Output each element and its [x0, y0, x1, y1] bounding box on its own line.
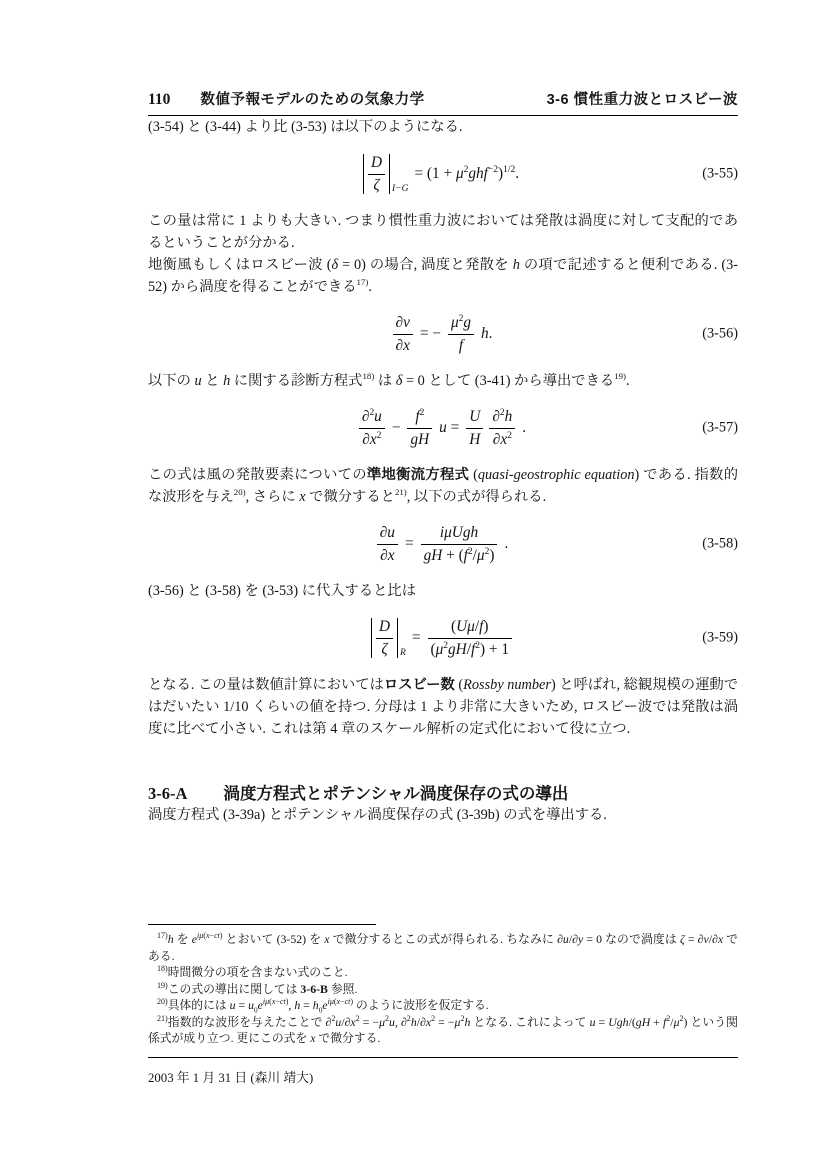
fraction-dv-dx: $\frac{\partial v}{\partial x}$ — [393, 314, 413, 354]
equation-3-58 — [148, 521, 738, 567]
equation-equals: = − — [419, 325, 441, 342]
fraction-f2-gH: $\frac{f^2}{gH}$ — [407, 408, 432, 448]
footer-date-author: 2003 年 1 月 31 日 (森川 靖大) — [148, 1071, 314, 1085]
equation-equals: = — [411, 629, 421, 646]
fraction-D-zeta: $\frac{D}{\zeta}$ — [368, 154, 385, 194]
abs-ratio-lhs — [371, 616, 408, 660]
equation-tag: (3-57) — [702, 419, 738, 436]
section-heading-3-6-A — [148, 780, 738, 804]
footnote-21: $^{21)}$指数的な波形を与えたことで $\partial^2u/\partial x^2 = -\mu^2u$, $\partial^2h/\partial x^2 = -\mu^2h$ となる. これによって $u = Ugh/(gH + f^2/\mu^2)$ という関係式が成り立つ. 更にこの式を x で微分する. — [148, 1013, 738, 1045]
page-number: 110 — [148, 91, 171, 108]
equation-3-57 — [148, 405, 738, 451]
fraction-U-H: $\frac{U}{H}$ — [466, 408, 483, 448]
footnote-19: $^{19)}$この式の導出に関しては 3-6-B 参照. — [157, 980, 358, 996]
running-header — [148, 88, 738, 116]
fraction-imuUgh: $\frac{\text{iμUgh}}{gH + (f^2/\mu^2)}$ — [421, 524, 498, 564]
equation-trail: h. — [481, 325, 493, 342]
equation-trail: . — [522, 419, 527, 436]
equation-3-55 — [148, 151, 738, 197]
book-title: 数値予報モデルのための気象力学 — [200, 92, 425, 108]
paragraph-quasi-geostrophic: この式は風の発散要素についての準地衡流方程式 (quasi-geostrophic equation) である. 指数的な波形を与え$^{20)}$, さらに x で微分すると$^{21)}$, 以下の式が得られる. — [148, 467, 738, 505]
abs-subscript: I−G — [392, 184, 409, 195]
fraction-rossby: $\frac{(U\mu/f)}{(\mu^2gH/f^2) + 1}$ — [428, 618, 513, 658]
abs-bar-right — [397, 618, 398, 658]
footnotes-block — [148, 924, 738, 1047]
section-title: 渦度方程式とポテンシャル渦度保存の式の導出 — [223, 785, 569, 803]
fraction-du-dx: $\frac{\partial u}{\partial x}$ — [377, 524, 398, 564]
footnote-18: $^{18)}$時間微分の項を含まない式のこと. — [157, 964, 348, 979]
footnote-rule — [148, 924, 376, 925]
abs-bar-left — [363, 154, 364, 194]
header-left — [148, 88, 425, 109]
equation-rhs: = $(1 + \mu^2ghf^{-2})^{1/2}$. — [414, 164, 520, 182]
equation-tag: (3-59) — [702, 629, 738, 646]
paragraph-substitute: (3-56) と (3-58) を (3-53) に代入すると比は — [148, 583, 417, 599]
fraction-mu2g-f: $\frac{\mu^2g}{f}$ — [448, 314, 474, 354]
fraction-d2u-dx2: $\frac{\partial^2u}{\partial x^2}$ — [359, 408, 385, 448]
equation-tag: (3-56) — [702, 325, 738, 342]
equation-u-equals: u = — [439, 419, 460, 436]
equation-tag: (3-58) — [702, 535, 738, 552]
abs-subscript: R — [400, 648, 406, 659]
footnote-20: $^{20)}$具体的には $u = u_0e^{i\mu(x-ct)}$, $h = h_0e^{i\mu(x-ct)}$ のように波形を仮定する. — [157, 997, 489, 1015]
paragraph-geostrophic: 地衡風もしくはロスビー波 (δ = 0) の場合, 渦度と発散を h の項で記述すると便利である. (3-52) から渦度を得ることができる$^{17)}$. — [148, 257, 738, 295]
abs-bar-right — [389, 154, 390, 194]
paragraph-magnitude: この量は常に 1 よりも大きい. つまり慣性重力波においては発散は渦度に対して支配的であるということが分かる. — [148, 213, 738, 251]
footnote-17: $^{17)}$h を $e^{i\mu(x-ct)}$ とおいて (3-52) を x で微分するとこの式が得られる. ちなみに ∂u/∂y = 0 なので渦度は ζ = ∂v/∂x である. — [148, 931, 738, 963]
equation-tag: (3-55) — [702, 165, 738, 182]
equation-3-59 — [148, 615, 738, 661]
abs-bar-left — [371, 618, 372, 658]
equation-equals: = — [404, 535, 414, 552]
abs-ratio-lhs — [363, 152, 411, 196]
paragraph-intro-ratio: (3-54) と (3-44) より比 (3-53) は以下のようになる. — [148, 119, 463, 135]
page-footer — [148, 1057, 738, 1086]
section-number: 3-6-A — [148, 784, 188, 803]
equation-minus: − — [391, 419, 401, 436]
page-content — [148, 0, 738, 826]
paragraph-rossby-number: となる. この量は数値計算においてはロスビー数 (Rossby number) と呼ばれ, 総観規模の運動ではだいたい 1/10 くらいの値を持つ. 分母は 1 より非常に大きいため, ロスビー波では発散は渦度に比べて小さい. これは第 4 章のスケール解析の定式化において役に立つ. — [148, 677, 738, 737]
paragraph-diagnostic: 以下の u と h に関する診断方程式$^{18)}$ は δ = 0 として (3-41) から導出できる$^{19)}$. — [148, 371, 630, 389]
fraction-D-zeta: $\frac{D}{\zeta}$ — [376, 618, 393, 658]
equation-trail: . — [504, 535, 509, 552]
equation-3-56 — [148, 311, 738, 357]
paragraph-derivation-intro: 渦度方程式 (3-39a) とポテンシャル渦度保存の式 (3-39b) の式を導出する. — [148, 807, 607, 823]
fraction-d2h-dx2: $\frac{\partial^2h}{\partial x^2}$ — [489, 408, 515, 448]
header-section-ref: 3-6 慣性重力波とロスビー波 — [546, 92, 738, 108]
